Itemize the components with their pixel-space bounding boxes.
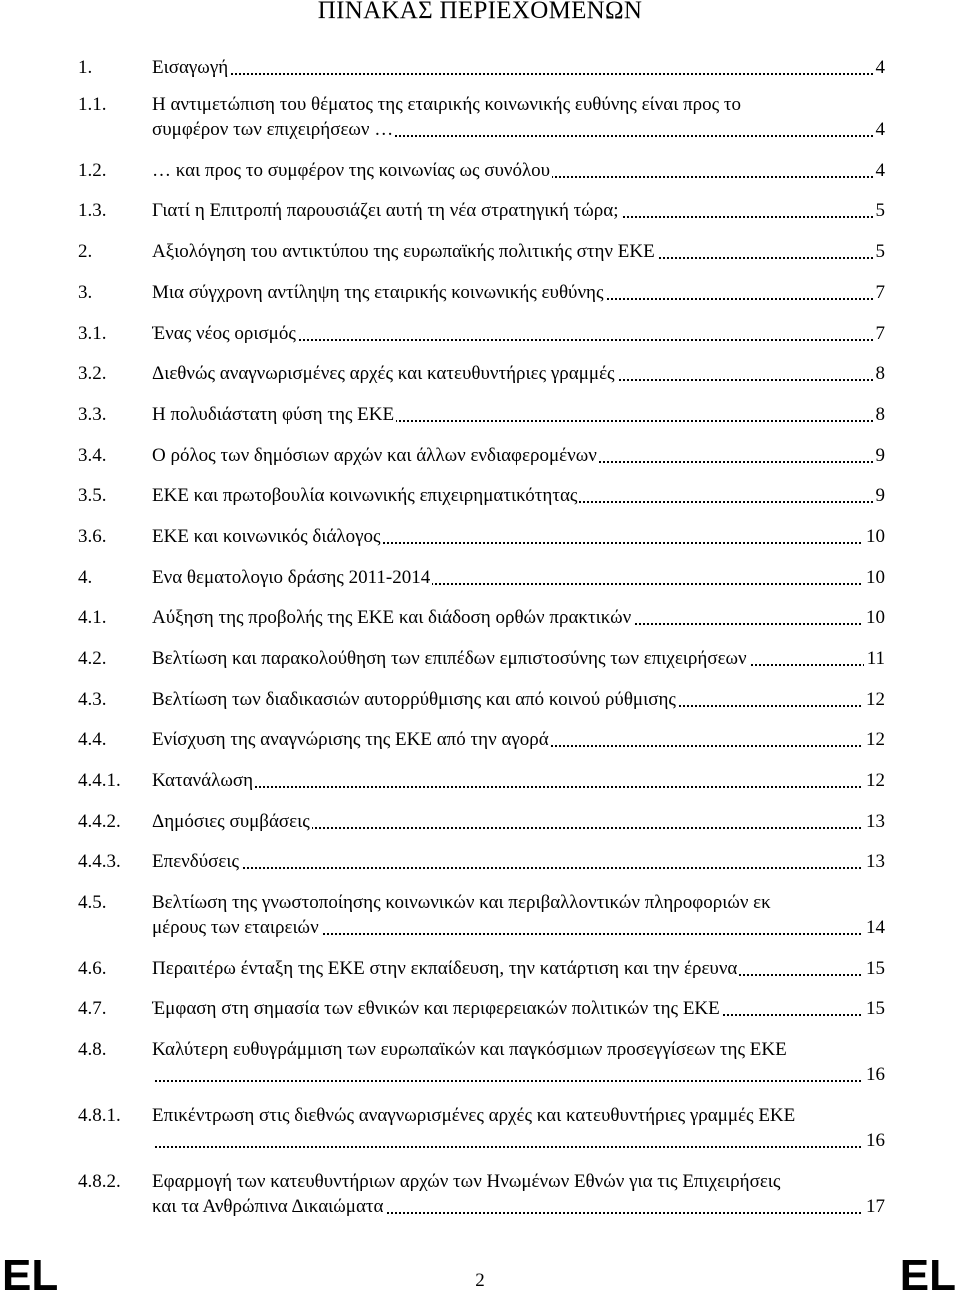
toc-entry[interactable]: [152, 647, 885, 671]
toc-entry[interactable]: [152, 1195, 885, 1219]
toc-entry-title: συμφέρον των επιχειρήσεων …: [152, 119, 394, 140]
toc-entry-number: 3.4.: [78, 445, 107, 466]
toc-entry-number: 3.6.: [78, 526, 107, 547]
toc-entry[interactable]: [152, 769, 885, 793]
toc-entry-title: Επικέντρωση στις διεθνώς αναγνωρισμένες αρχές και κατευθυντήριες γραμμές ΕΚΕ: [152, 1105, 796, 1126]
toc-entry-number: 3.1.: [78, 323, 107, 344]
toc-entry-number: 4.4.3.: [78, 851, 121, 872]
toc-entry-number: 4.5.: [78, 892, 107, 913]
toc-entry-page: 9: [873, 484, 886, 508]
toc-entry-page: 5: [873, 199, 886, 223]
toc-entry[interactable]: [152, 403, 885, 427]
toc-entry[interactable]: [152, 281, 885, 305]
toc-entry-page: 12: [863, 688, 885, 712]
toc-entry-page: 12: [863, 728, 885, 752]
toc-entry-title: [152, 1130, 154, 1151]
toc-entry[interactable]: [152, 566, 885, 590]
toc-entry-number: 3.: [78, 282, 93, 303]
toc-entry-title: Μια σύγχρονη αντίληψη της εταιρικής κοινωνικής ευθύνης: [152, 282, 604, 303]
dot-leader: [152, 867, 885, 869]
toc-entry-number: 4.8.: [78, 1039, 107, 1060]
toc-entry-title: Βελτίωση και παρακολούθηση των επιπέδων εμπιστοσύνης των επιχειρήσεων: [152, 648, 747, 669]
toc-entry-page: 5: [873, 240, 886, 264]
toc-entry[interactable]: [152, 56, 885, 80]
toc-entry-number: 1.: [78, 57, 93, 78]
toc-entry-page: 11: [864, 647, 885, 671]
toc-entry-title: Η αντιμετώπιση του θέματος της εταιρικής κοινωνικής ευθύνης είναι προς το: [152, 94, 742, 115]
toc-entry-title: Η πολυδιάστατη φύση της ΕΚΕ: [152, 404, 395, 425]
toc-entry[interactable]: [152, 444, 885, 468]
toc-entry-title: και τα Ανθρώπινα Δικαιώματα: [152, 1196, 384, 1217]
toc-entry-number: 4.4.1.: [78, 770, 121, 791]
toc-entry-number: 1.2.: [78, 160, 107, 181]
toc-entry[interactable]: [152, 240, 885, 264]
toc-entry-title: Γιατί η Επιτροπή παρουσιάζει αυτή τη νέα στρατηγική τώρα;: [152, 200, 619, 221]
toc-entry-page: 17: [863, 1195, 885, 1219]
toc-entry-number: 4.6.: [78, 958, 107, 979]
toc-entry[interactable]: [152, 606, 885, 630]
toc-entry-number: 4.7.: [78, 998, 107, 1019]
toc-entry[interactable]: [152, 118, 885, 142]
toc-entry-page: 14: [863, 916, 885, 940]
toc-entry[interactable]: [152, 93, 885, 117]
toc-entry-page: 15: [863, 997, 885, 1021]
toc-entry-page: 16: [863, 1063, 885, 1087]
toc-entry[interactable]: [152, 1104, 885, 1128]
toc-entry-title: Περαιτέρω ένταξη της ΕΚΕ στην εκπαίδευση, την κατάρτιση και την έρευνα: [152, 958, 738, 979]
toc-entry-number: 4.3.: [78, 689, 107, 710]
toc-entry-page: 8: [873, 403, 886, 427]
toc-entry-title: Εφαρμογή των κατευθυντήριων αρχών των Ηνωμένων Εθνών για τις Επιχειρήσεις: [152, 1171, 781, 1192]
toc-entry-title: Ενίσχυση της αναγνώρισης της ΕΚΕ από την αγορά: [152, 729, 549, 750]
toc-entry-title: ΕΚΕ και κοινωνικός διάλογος: [152, 526, 381, 547]
toc-entry-page: 4: [873, 118, 886, 142]
toc-entry-page: 12: [863, 769, 885, 793]
toc-entry[interactable]: [152, 891, 885, 915]
toc-entry-title: Δημόσιες συμβάσεις: [152, 811, 310, 832]
toc-entry[interactable]: [152, 484, 885, 508]
toc-entry-number: 4.8.1.: [78, 1105, 121, 1126]
toc-entry[interactable]: [152, 916, 885, 940]
toc-entry-title: Αξιολόγηση του αντικτύπου της ευρωπαϊκής πολιτικής στην ΕΚΕ: [152, 241, 655, 262]
toc-entry-number: 4.2.: [78, 648, 107, 669]
dot-leader: [152, 786, 885, 788]
toc-entry-title: Αύξηση της προβολής της ΕΚΕ και διάδοση ορθών πρακτικών: [152, 607, 632, 628]
toc-entry-number: 4.: [78, 567, 93, 588]
toc-entry-number: 1.3.: [78, 200, 107, 221]
toc-entry-number: 4.4.: [78, 729, 107, 750]
toc-entry[interactable]: [152, 728, 885, 752]
toc-entry-title: Ο ρόλος των δημόσιων αρχών και άλλων ενδιαφερομένων: [152, 445, 597, 466]
toc-entry-number: 4.8.2.: [78, 1171, 121, 1192]
toc-entry[interactable]: [152, 362, 885, 386]
toc-entry[interactable]: [152, 688, 885, 712]
toc-entry-page: 16: [863, 1129, 885, 1153]
toc-entry-number: 3.3.: [78, 404, 107, 425]
dot-leader: [152, 1146, 885, 1148]
toc-entry-title: Βελτίωση των διαδικασιών αυτορρύθμισης και από κοινού ρύθμισης: [152, 689, 676, 710]
dot-leader: [152, 1080, 885, 1082]
toc-entry-number: 3.5.: [78, 485, 107, 506]
toc-entry[interactable]: [152, 525, 885, 549]
toc-entry-title: Εισαγωγή: [152, 57, 229, 78]
toc-entry[interactable]: [152, 1063, 885, 1087]
toc-entry[interactable]: [152, 159, 885, 183]
toc-entry-number: 4.4.2.: [78, 811, 121, 832]
toc-entry-title: μέρους των εταιρειών: [152, 917, 319, 938]
toc-entry-title: [152, 1064, 154, 1085]
toc-entry-page: 7: [873, 281, 886, 305]
toc-entry-title: … και προς το συμφέρον της κοινωνίας ως συνόλου: [152, 160, 551, 181]
toc-entry-title: Κατανάλωση: [152, 770, 254, 791]
toc-entry-title: ΕΚΕ και πρωτοβουλία κοινωνικής επιχειρηματικότητας: [152, 485, 578, 506]
toc-entry-title: Καλύτερη ευθυγράμμιση των ευρωπαϊκών και παγκόσμιων προσεγγίσεων της ΕΚΕ: [152, 1039, 787, 1060]
toc-entry-page: 13: [863, 810, 885, 834]
toc-entry-page: 10: [863, 606, 885, 630]
toc-entry[interactable]: [152, 322, 885, 346]
dot-leader: [152, 73, 885, 75]
toc-entry-title: Επενδύσεις: [152, 851, 239, 872]
toc-entry[interactable]: [152, 997, 885, 1021]
toc-entry[interactable]: [152, 1170, 885, 1194]
toc-entry-number: 1.1.: [78, 94, 107, 115]
toc-entry-page: 13: [863, 850, 885, 874]
toc-entry-page: 9: [873, 444, 886, 468]
toc-entry[interactable]: [152, 1038, 885, 1062]
footer-language-right: EL: [899, 1251, 956, 1300]
toc-entry[interactable]: [152, 199, 885, 223]
toc-entry-number: 4.1.: [78, 607, 107, 628]
toc-entry-number: 2.: [78, 241, 93, 262]
toc-entry-page: 7: [873, 322, 886, 346]
toc-entry[interactable]: [152, 1129, 885, 1153]
footer-language-left: EL: [2, 1251, 59, 1300]
toc-entry[interactable]: [152, 850, 885, 874]
toc-entry-page: 4: [873, 56, 886, 80]
toc-entry-page: 10: [863, 566, 885, 590]
toc-entry-page: 4: [873, 159, 886, 183]
toc-entry[interactable]: [152, 957, 885, 981]
toc-entry-page: 10: [863, 525, 885, 549]
page-title: ΠΙΝΑΚΑΣ ΠΕΡΙΕΧΟΜΕΝΩΝ: [317, 0, 643, 24]
toc-entry-title: Διεθνώς αναγνωρισμένες αρχές και κατευθυντήριες γραμμές: [152, 363, 615, 384]
footer-page-number: 2: [475, 1270, 485, 1291]
toc-entry-title: Βελτίωση της γνωστοποίησης κοινωνικών και περιβαλλοντικών πληροφοριών εκ: [152, 892, 771, 913]
toc-entry-page: 15: [863, 957, 885, 981]
toc-entry-title: Ενα θεματολογιο δράσης 2011-2014: [152, 567, 431, 588]
toc-entry[interactable]: [152, 810, 885, 834]
toc-entry-number: 3.2.: [78, 363, 107, 384]
toc-entry-page: 8: [873, 362, 886, 386]
toc-entry-title: Ένας νέος ορισμός: [152, 323, 296, 344]
toc-entry-title: Έμφαση στη σημασία των εθνικών και περιφερειακών πολιτικών της ΕΚΕ: [152, 998, 720, 1019]
